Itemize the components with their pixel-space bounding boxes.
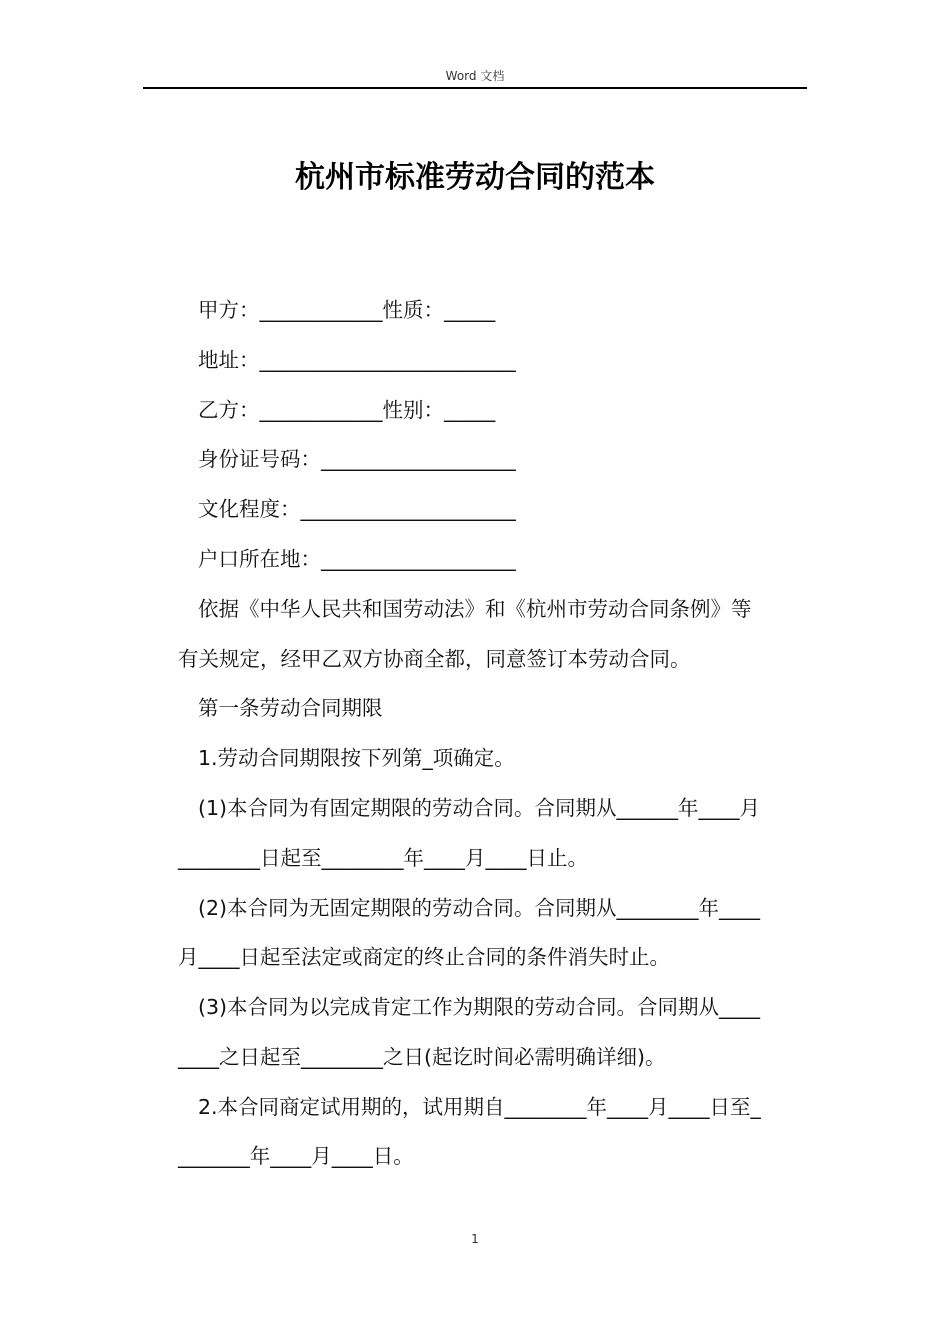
clause-1: 1.劳动合同期限按下列第_项确定。 [198,746,515,770]
field-party-b: 乙方：____________性别：_____ [198,398,496,422]
clause-1-option-2-line-2: 月____日起至法定或商定的终止合同的条件消失时止。 [178,945,670,969]
clause-1-option-1-line-1: (1)本合同为有固定期限的劳动合同。合同期从______年____月 [198,796,761,820]
clause-1-option-3-line-1: (3)本合同为以完成肯定工作为期限的劳动合同。合同期从____ [198,995,761,1019]
field-registered-residence: 户口所在地：___________________ [198,547,516,571]
field-party-a: 甲方：____________性质：_____ [198,298,496,322]
field-education: 文化程度：_____________________ [198,497,516,521]
page-header-label: Word 文档 [445,69,505,83]
clause-1-option-2-line-1: (2)本合同为无固定期限的劳动合同。合同期从________年____ [198,896,761,920]
clause-1-option-3-line-2: ____之日起至________之日(起讫时间必需明确详细)。 [178,1045,666,1069]
clause-2-line-2: _______年____月____日。 [178,1144,414,1168]
field-id-number: 身份证号码：___________________ [198,447,516,471]
field-address: 地址：_________________________ [198,348,516,372]
paragraph-basis-line-1: 依据《中华人民共和国劳动法》和《杭州市劳动合同条例》等 [198,597,752,621]
clause-2-line-1: 2.本合同商定试用期的，试用期自________年____月____日至_ [198,1095,761,1119]
clause-1-option-1-line-2: ________日起至________年____月____日止。 [178,846,588,870]
article-heading: 第一条劳动合同期限 [198,696,383,720]
document-title: 杭州市标准劳动合同的范本 [295,160,655,195]
header-divider [143,87,807,89]
paragraph-basis-line-2: 有关规定，经甲乙双方协商全都，同意签订本劳动合同。 [178,647,691,671]
page-number: 1 [471,1232,479,1246]
